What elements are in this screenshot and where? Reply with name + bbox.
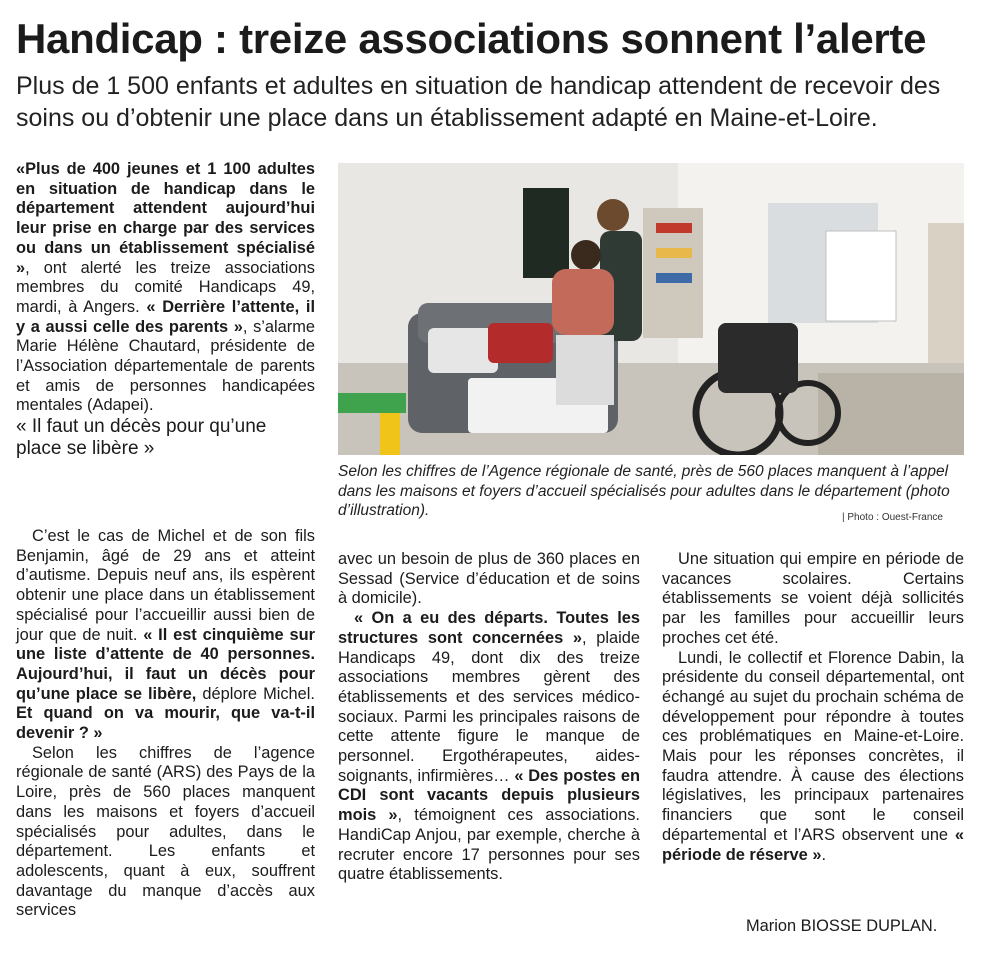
col3-paragraph-2	[662, 649, 964, 866]
col2-text-2: , témoignent ces associations. HandiCap Anjou, par exemple, cherche à recruter encore 17 personnes pour ses quatre établissements.	[338, 806, 640, 884]
col2-text-1: , plaide Handicaps 49, dont dix des treize associations membres gèrent des établissements et des services médico-sociaux. Parmi les principales raisons de cette attente figure le manque de personnel. Ergothérapeutes, aides-soignants, infirmières…	[338, 628, 640, 785]
author-signature: Marion BIOSSE DUPLAN.	[746, 917, 938, 935]
column-1	[16, 527, 315, 921]
col3-end: .	[821, 845, 827, 864]
col1-paragraph-1	[16, 527, 315, 744]
col3-text: Lundi, le collectif et Florence Dabin, la présidente du conseil départemental, ont échangé au sujet du prochain schéma de développement pour répondre à toutes ces problématiques en Maine-et-Loire. Mais pour les réponses concrètes, il faudra attendre. À cause des élections législatives, les principaux partenaires financiers que sont le conseil départemental et l’ARS observent une	[662, 648, 964, 844]
pull-quote: « Il faut un décès pour qu’une place se libère »	[16, 416, 267, 460]
column-3	[662, 550, 964, 865]
intro-text-2: , s’alarme Marie Hélène Chautard, présidente de l’Association départementale de parents et amis de personnes handicapées mentales (Adapei).	[16, 317, 316, 415]
col1-paragraph-2: Selon les chiffres de l’agence régionale de santé (ARS) des Pays de la Loire, près de 560 places manquent dans les maisons et foyers d’accueil spécialisés pour adultes, dans le département. Les enfants et adolescents, quant à eux, souffrent davantage du manque d’accès aux services	[16, 743, 315, 920]
col1-text-a: C’est le cas de Michel et de son fils Benjamin, âgé de 29 ans et atteint d’autisme. Depuis neuf ans, ils espèrent obtenir une place dans un établissement spécialisé pour l’accueillir aussi bien de jour que de nuit.	[16, 527, 315, 644]
article-photo	[338, 163, 964, 455]
intro-quote-2: « Derrière l’attente, il y a aussi celle des parents »	[16, 297, 315, 336]
col1-text-b: déplore Michel.	[202, 684, 315, 703]
column-2	[338, 550, 640, 885]
col2-paragraph-2	[338, 609, 640, 885]
col3-quote: « période de réserve »	[662, 825, 964, 864]
photo-credit: | Photo : Ouest-France	[842, 512, 943, 523]
intro-text-1: , ont alerté les treize associations membres du comité Handicaps 49, mardi, à Angers.	[16, 258, 315, 316]
subheadline: Plus de 1 500 enfants et adultes en situation de handicap attendent de recevoir des soins ou d’obtenir une place dans un établissement adapté en Maine-et-Loire.	[16, 72, 941, 132]
intro-paragraph	[16, 160, 315, 416]
col1-quote-2: Et quand on va mourir, que va-t-il devenir ? »	[16, 704, 315, 743]
col2-paragraph-1: avec un besoin de plus de 360 places en Sessad (Service d’éducation et de soins à domicile).	[338, 550, 640, 608]
col2-quote-2: « Des postes en CDI sont vacants depuis plusieurs mois »	[338, 766, 640, 825]
col1-quote-1: « Il est cinquième sur une liste d’attente de 40 personnes. Aujourd’hui, il faut un décès pour qu’une place se libère,	[16, 625, 315, 703]
photo-caption: Selon les chiffres de l’Agence régionale de santé, près de 560 places manquent à l’appel dans les maisons et foyers d’accueil spécialisés pour adultes dans le département (photo d’illustration).	[338, 463, 950, 519]
col2-quote-1: « On a eu des départs. Toutes les structures sont concernées »	[338, 609, 640, 647]
intro-quote-1: «Plus de 400 jeunes et 1 100 adultes en situation de handicap dans le département attendent aujourd’hui leur prise en charge par des services ou dans un établissement spécialisé »	[16, 160, 315, 277]
headline: Handicap : treize associations sonnent l’alerte	[16, 15, 927, 62]
col3-paragraph-1: Une situation qui empire en période de vacances scolaires. Certains établissements se voient déjà sollicités par les familles pour accueillir leurs proches cet été.	[662, 550, 964, 647]
intro-column	[16, 160, 315, 460]
